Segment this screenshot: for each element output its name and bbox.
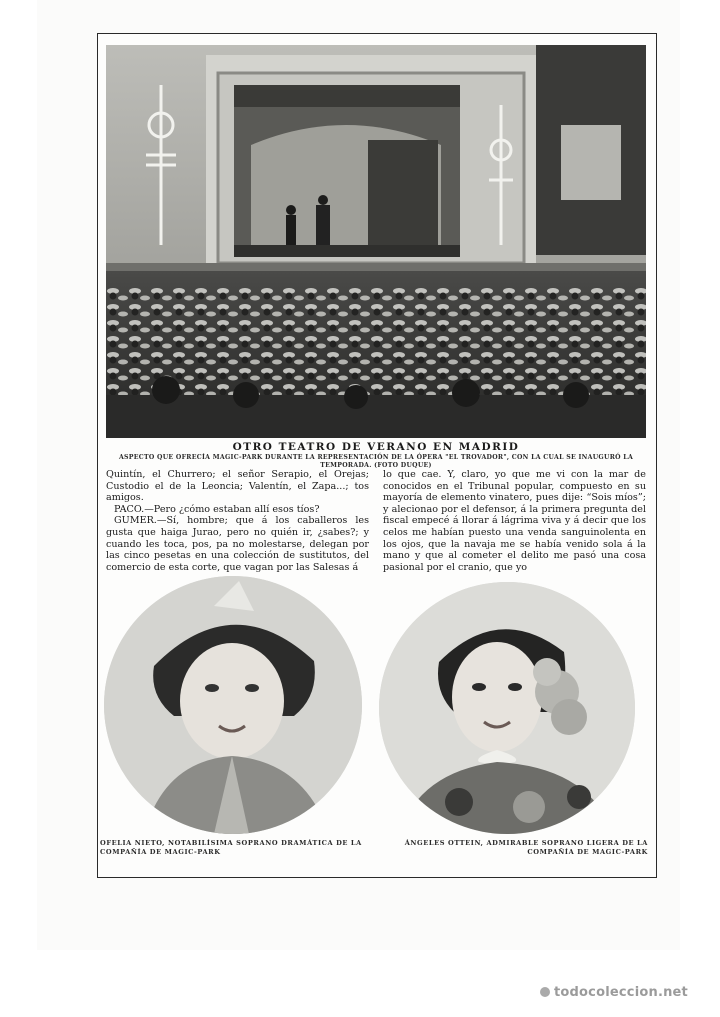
portrait-caption-right: ÁNGELES OTTEIN, ADMIRABLE SOPRANO LIGERA DE LA COMPAÑÍA DE MAGIC-PARK	[404, 839, 648, 856]
paragraph: Quintín, el Churrero; el señor Serapio, el Orejas; Custodio el de la Leoncia; Valentín, el Zapa...; tos amigos.	[106, 469, 369, 504]
watermark-text: todocoleccion.net	[554, 985, 688, 1000]
magazine-page	[97, 33, 657, 878]
portrait-photo-right	[379, 582, 635, 834]
logo-icon	[540, 987, 550, 997]
paragraph: PACO.—Pero ¿cómo estaban allí esos tíos?	[114, 503, 320, 515]
article-text	[106, 469, 646, 577]
portrait-caption-left: OFELIA NIETO, NOTABILÍSIMA SOPRANO DRAMÁTICA DE LA COMPAÑÍA DE MAGIC-PARK	[100, 839, 362, 856]
paragraph: lo que cae. Y, claro, yo que me vi con la mar de conocidos en el Tribunal popular, compuesto en su mayoría de elemento vinatero, pues dije: “Sois míos”; y alecionao por el defensor, á la primera pregunta del fiscal empecé á llorar á lágrima viva y á decir que los celos me habían puesto una venda sanguinolenta en los ojos, que la navaja me se había venido sola á la mano y que al cometer el delito me pasó una cosa pasional por el cranio, que yo	[383, 469, 646, 573]
theater-photo	[106, 45, 646, 438]
photo-title: OTRO TEATRO DE VERANO EN MADRID	[232, 441, 520, 453]
portrait-photo-left	[104, 576, 362, 834]
article-column-left	[106, 469, 369, 577]
article-column-right	[383, 469, 646, 577]
paragraph: GUMER.—Sí, hombre; que á los caballeros les gusta que haiga Jurao, pero no quién ir, ¿sabes?; y cuando les toca, pos, pa no molestarse, delegan por las cinco pesetas en una colección de sustitutos, del comercio de esta corte, que vagan por las Salesas á	[106, 515, 369, 573]
watermark	[540, 985, 688, 1000]
photo-caption: ASPECTO QUE OFRECÍA MAGIC-PARK DURANTE LA REPRESENTACIÓN DE LA ÓPERA "EL TROVADOR", CON LA CUAL SE INAUGURÓ LA TEMPORADA. (FOTO DUQUE)	[118, 454, 634, 469]
